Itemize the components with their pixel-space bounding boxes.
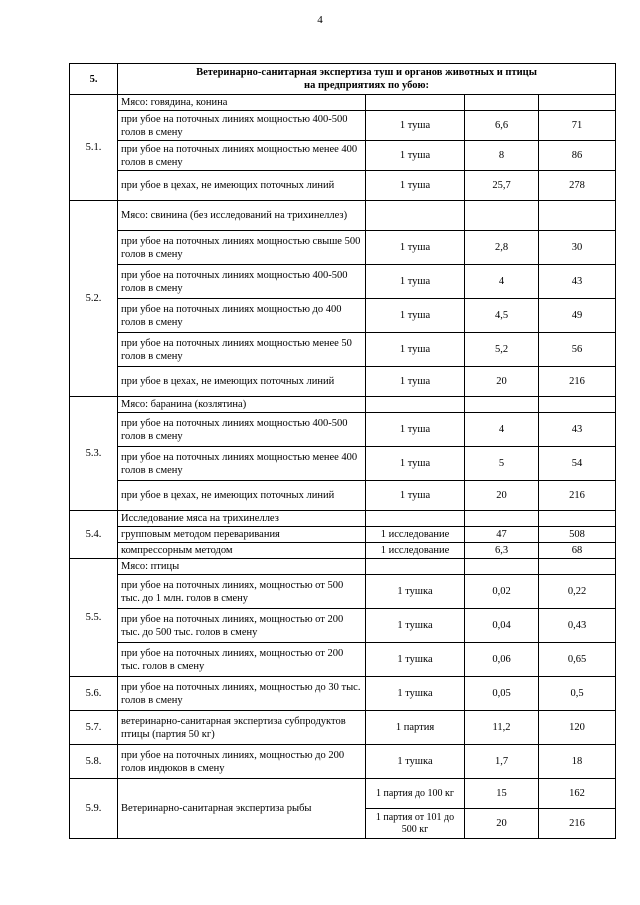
item-unit: 1 партия: [366, 711, 465, 745]
item-unit: 1 тушка: [366, 609, 465, 643]
item-value-2: 56: [539, 333, 616, 367]
item-value-2: 71: [539, 111, 616, 141]
item-unit: 1 туша: [366, 141, 465, 171]
empty-cell: [539, 201, 616, 231]
table-row: [70, 643, 616, 677]
group-number: 5.3.: [70, 397, 118, 511]
item-value-1: 1,7: [465, 745, 539, 779]
table-row: [70, 527, 616, 543]
item-value-1: 5: [465, 447, 539, 481]
item-value-2: 120: [539, 711, 616, 745]
item-unit: 1 туша: [366, 447, 465, 481]
empty-cell: [539, 397, 616, 413]
item-value-2: 43: [539, 413, 616, 447]
item-name: компрессорным методом: [118, 543, 366, 559]
item-value-2: 216: [539, 809, 616, 839]
item-unit: 1 исследование: [366, 527, 465, 543]
table-row: [70, 231, 616, 265]
table-row: [70, 575, 616, 609]
item-unit: 1 исследование: [366, 543, 465, 559]
section-title: [118, 64, 616, 95]
item-unit: 1 туша: [366, 413, 465, 447]
item-name: при убое на поточных линиях, мощностью от 200 тыс. до 500 тыс. голов в смену: [118, 609, 366, 643]
item-value-1: 47: [465, 527, 539, 543]
empty-cell: [366, 201, 465, 231]
group-number: 5.4.: [70, 511, 118, 559]
item-name: при убое на поточных линиях, мощностью до 200 голов индюков в смену: [118, 745, 366, 779]
group-title: Исследование мяса на трихинеллез: [118, 511, 366, 527]
item-number: 5.6.: [70, 677, 118, 711]
item-value-1: 15: [465, 779, 539, 809]
empty-cell: [539, 559, 616, 575]
item-value-1: 20: [465, 809, 539, 839]
item-value-1: 4,5: [465, 299, 539, 333]
item-unit: 1 партия до 100 кг: [366, 779, 465, 809]
item-name: при убое в цехах, не имеющих поточных линий: [118, 171, 366, 201]
group-number: 5.1.: [70, 95, 118, 201]
item-name: ветеринарно-санитарная экспертиза субпродуктов птицы (партия 50 кг): [118, 711, 366, 745]
item-name: при убое на поточных линиях мощностью 400-500 голов в смену: [118, 265, 366, 299]
item-value-2: 86: [539, 141, 616, 171]
group-title: Мясо: птицы: [118, 559, 366, 575]
item-unit: 1 туша: [366, 367, 465, 397]
item-unit: 1 тушка: [366, 643, 465, 677]
item-name: при убое на поточных линиях, мощностью от 200 тыс. голов в смену: [118, 643, 366, 677]
item-value-2: 278: [539, 171, 616, 201]
group-title: Мясо: баранина (козлятина): [118, 397, 366, 413]
empty-cell: [539, 511, 616, 527]
item-number: 5.7.: [70, 711, 118, 745]
item-name: групповым методом переваривания: [118, 527, 366, 543]
item-value-2: 0,65: [539, 643, 616, 677]
table-row: [70, 609, 616, 643]
table-row: [70, 677, 616, 711]
item-value-2: 0,22: [539, 575, 616, 609]
item-value-2: 68: [539, 543, 616, 559]
item-value-1: 0,05: [465, 677, 539, 711]
item-unit: 1 туша: [366, 171, 465, 201]
table-row: [70, 711, 616, 745]
page-number: 4: [317, 14, 323, 26]
table-row: [70, 111, 616, 141]
item-value-2: 162: [539, 779, 616, 809]
tariff-table: [69, 63, 616, 839]
table-row: [70, 333, 616, 367]
item-value-2: 30: [539, 231, 616, 265]
table-row: [70, 367, 616, 397]
item-value-1: 20: [465, 367, 539, 397]
item-number: 5.9.: [70, 779, 118, 839]
item-value-1: 5,2: [465, 333, 539, 367]
empty-cell: [465, 511, 539, 527]
item-value-2: 54: [539, 447, 616, 481]
group-title-row: [70, 511, 616, 527]
empty-cell: [366, 95, 465, 111]
empty-cell: [465, 397, 539, 413]
item-value-2: 0,43: [539, 609, 616, 643]
item-name: при убое на поточных линиях мощностью свыше 500 голов в смену: [118, 231, 366, 265]
group-title-row: [70, 397, 616, 413]
group-number: 5.2.: [70, 201, 118, 397]
empty-cell: [539, 95, 616, 111]
item-name: при убое в цехах, не имеющих поточных линий: [118, 367, 366, 397]
item-unit: 1 туша: [366, 265, 465, 299]
table-row: [70, 299, 616, 333]
item-name: при убое на поточных линиях мощностью менее 50 голов в смену: [118, 333, 366, 367]
group-title: Мясо: говядина, конина: [118, 95, 366, 111]
item-name: при убое на поточных линиях, мощностью до 30 тыс. голов в смену: [118, 677, 366, 711]
item-value-1: 4: [465, 265, 539, 299]
item-unit: 1 туша: [366, 231, 465, 265]
item-value-1: 25,7: [465, 171, 539, 201]
table-row: [70, 447, 616, 481]
item-name: при убое на поточных линиях мощностью менее 400 голов в смену: [118, 141, 366, 171]
item-unit: 1 тушка: [366, 745, 465, 779]
item-unit: 1 туша: [366, 111, 465, 141]
item-name: при убое на поточных линиях мощностью 400-500 голов в смену: [118, 413, 366, 447]
item-value-1: 20: [465, 481, 539, 511]
section-title-line-2: на предприятиях по убою:: [304, 80, 429, 91]
item-value-1: 6,6: [465, 111, 539, 141]
table-row: [70, 141, 616, 171]
section-header-row: [70, 64, 616, 95]
section-title-line-1: Ветеринарно-санитарная экспертиза туш и органов животных и птицы: [196, 67, 537, 78]
group-title-row: [70, 559, 616, 575]
item-unit: 1 тушка: [366, 575, 465, 609]
table-row: [70, 413, 616, 447]
item-value-1: 2,8: [465, 231, 539, 265]
item-value-1: 0,02: [465, 575, 539, 609]
table-row: [70, 171, 616, 201]
group-title: Мясо: свинина (без исследований на трихинеллез): [118, 201, 366, 231]
empty-cell: [366, 559, 465, 575]
item-name: при убое на поточных линиях мощностью 400-500 голов в смену: [118, 111, 366, 141]
empty-cell: [465, 559, 539, 575]
item-value-1: 8: [465, 141, 539, 171]
table-row: [70, 543, 616, 559]
item-value-1: 6,3: [465, 543, 539, 559]
item-value-2: 0,5: [539, 677, 616, 711]
item-value-1: 0,04: [465, 609, 539, 643]
item-unit: 1 туша: [366, 299, 465, 333]
item-name: при убое в цехах, не имеющих поточных линий: [118, 481, 366, 511]
item-value-1: 0,06: [465, 643, 539, 677]
empty-cell: [366, 397, 465, 413]
table-row: [70, 265, 616, 299]
group-number: 5.5.: [70, 559, 118, 677]
item-unit: 1 туша: [366, 481, 465, 511]
item-unit: 1 тушка: [366, 677, 465, 711]
group-title-row: [70, 95, 616, 111]
item-name: при убое на поточных линиях, мощностью от 500 тыс. до 1 млн. голов в смену: [118, 575, 366, 609]
item-name: при убое на поточных линиях мощностью до 400 голов в смену: [118, 299, 366, 333]
item-value-2: 49: [539, 299, 616, 333]
group-title-row: [70, 201, 616, 231]
item-value-1: 11,2: [465, 711, 539, 745]
tariff-table-body: [70, 64, 616, 839]
empty-cell: [465, 201, 539, 231]
item-unit: 1 туша: [366, 333, 465, 367]
empty-cell: [465, 95, 539, 111]
item-number: 5.8.: [70, 745, 118, 779]
item-unit: 1 партия от 101 до 500 кг: [366, 809, 465, 839]
item-value-1: 4: [465, 413, 539, 447]
item-value-2: 216: [539, 481, 616, 511]
item-name: при убое на поточных линиях мощностью менее 400 голов в смену: [118, 447, 366, 481]
empty-cell: [366, 511, 465, 527]
item-value-2: 508: [539, 527, 616, 543]
table-row: [70, 779, 616, 809]
item-value-2: 216: [539, 367, 616, 397]
section-number: 5.: [70, 64, 118, 95]
table-row: [70, 745, 616, 779]
item-value-2: 18: [539, 745, 616, 779]
item-value-2: 43: [539, 265, 616, 299]
item-name: Ветеринарно-санитарная экспертиза рыбы: [118, 779, 366, 839]
table-row: [70, 481, 616, 511]
